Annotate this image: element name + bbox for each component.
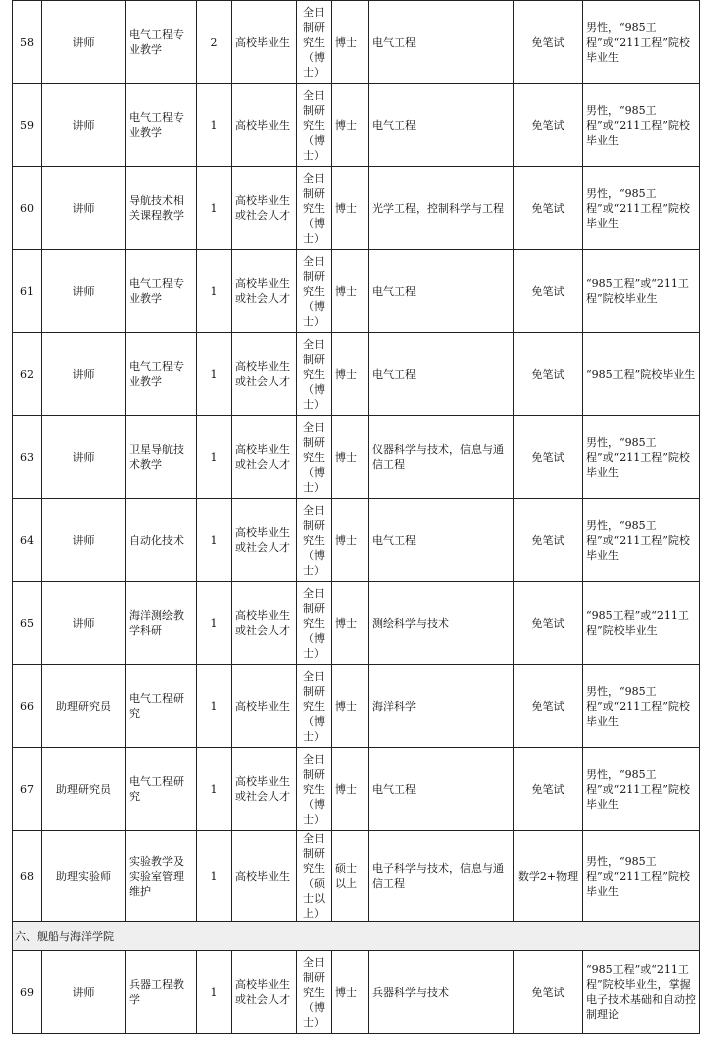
cell-no: 64 bbox=[13, 499, 42, 582]
cell-count: 1 bbox=[197, 499, 232, 582]
recruitment-table bbox=[12, 0, 700, 1034]
cell-no: 68 bbox=[13, 831, 42, 922]
table-row bbox=[13, 665, 700, 748]
cell-count: 1 bbox=[197, 416, 232, 499]
cell-title: 讲师 bbox=[42, 84, 126, 167]
cell-source: 高校毕业生 bbox=[232, 831, 297, 922]
cell-count: 1 bbox=[197, 582, 232, 665]
cell-no: 59 bbox=[13, 84, 42, 167]
table-body bbox=[13, 1, 700, 1034]
table-row bbox=[13, 84, 700, 167]
cell-degree: 博士 bbox=[332, 1, 369, 84]
cell-note: “985工程”或“211工程”院校毕业生 bbox=[583, 582, 700, 665]
cell-source: 高校毕业生或社会人才 bbox=[232, 499, 297, 582]
cell-note: 男性，“985工程”或“211工程”院校毕业生 bbox=[583, 1, 700, 84]
cell-duty: 海洋测绘教学科研 bbox=[126, 582, 197, 665]
cell-title: 讲师 bbox=[42, 1, 126, 84]
cell-exam: 免笔试 bbox=[514, 951, 583, 1034]
cell-count: 1 bbox=[197, 250, 232, 333]
cell-title: 讲师 bbox=[42, 167, 126, 250]
cell-exam: 免笔试 bbox=[514, 250, 583, 333]
cell-note: “985工程”院校毕业生 bbox=[583, 333, 700, 416]
cell-note: 男性，“985工程”或“211工程”院校毕业生 bbox=[583, 84, 700, 167]
cell-exam: 免笔试 bbox=[514, 748, 583, 831]
cell-exam: 免笔试 bbox=[514, 167, 583, 250]
cell-source: 高校毕业生或社会人才 bbox=[232, 582, 297, 665]
table-row bbox=[13, 250, 700, 333]
cell-degree: 博士 bbox=[332, 333, 369, 416]
cell-duty: 卫星导航技术教学 bbox=[126, 416, 197, 499]
cell-degree: 博士 bbox=[332, 416, 369, 499]
cell-duty: 电气工程专业教学 bbox=[126, 84, 197, 167]
cell-source: 高校毕业生或社会人才 bbox=[232, 416, 297, 499]
cell-degree: 博士 bbox=[332, 167, 369, 250]
cell-note: 男性，“985工程”或“211工程”院校毕业生 bbox=[583, 665, 700, 748]
section-label: 六、舰船与海洋学院 bbox=[13, 922, 700, 951]
cell-source: 高校毕业生或社会人才 bbox=[232, 333, 297, 416]
table-row bbox=[13, 499, 700, 582]
cell-source: 高校毕业生 bbox=[232, 84, 297, 167]
table-row bbox=[13, 582, 700, 665]
cell-duty: 导航技术相关课程教学 bbox=[126, 167, 197, 250]
cell-title: 助理研究员 bbox=[42, 748, 126, 831]
cell-duty: 电气工程专业教学 bbox=[126, 333, 197, 416]
cell-note: 男性，“985工程”或“211工程”院校毕业生 bbox=[583, 748, 700, 831]
cell-duty: 自动化技术 bbox=[126, 499, 197, 582]
cell-degree: 博士 bbox=[332, 582, 369, 665]
cell-title: 助理研究员 bbox=[42, 665, 126, 748]
cell-major: 电气工程 bbox=[369, 84, 514, 167]
cell-mode: 全日制研究生（博士） bbox=[297, 1, 332, 84]
cell-note: 男性，“985工程”或“211工程”院校毕业生 bbox=[583, 499, 700, 582]
table-row bbox=[13, 748, 700, 831]
cell-mode: 全日制研究生（博士） bbox=[297, 416, 332, 499]
cell-mode: 全日制研究生（博士） bbox=[297, 665, 332, 748]
cell-exam: 免笔试 bbox=[514, 665, 583, 748]
cell-count: 1 bbox=[197, 84, 232, 167]
cell-mode: 全日制研究生（博士） bbox=[297, 499, 332, 582]
cell-source: 高校毕业生 bbox=[232, 1, 297, 84]
cell-title: 讲师 bbox=[42, 333, 126, 416]
cell-exam: 免笔试 bbox=[514, 1, 583, 84]
cell-note: 男性，“985工程”或“211工程”院校毕业生 bbox=[583, 416, 700, 499]
cell-source: 高校毕业生或社会人才 bbox=[232, 748, 297, 831]
cell-mode: 全日制研究生（博士） bbox=[297, 582, 332, 665]
cell-degree: 硕士以上 bbox=[332, 831, 369, 922]
cell-title: 讲师 bbox=[42, 582, 126, 665]
table-row bbox=[13, 951, 700, 1034]
cell-degree: 博士 bbox=[332, 499, 369, 582]
cell-duty: 电气工程研究 bbox=[126, 665, 197, 748]
cell-count: 1 bbox=[197, 665, 232, 748]
cell-no: 65 bbox=[13, 582, 42, 665]
cell-exam: 免笔试 bbox=[514, 333, 583, 416]
cell-no: 61 bbox=[13, 250, 42, 333]
cell-title: 讲师 bbox=[42, 951, 126, 1034]
table-row bbox=[13, 831, 700, 922]
cell-major: 海洋科学 bbox=[369, 665, 514, 748]
cell-major: 电子科学与技术，信息与通信工程 bbox=[369, 831, 514, 922]
cell-title: 助理实验师 bbox=[42, 831, 126, 922]
cell-duty: 电气工程研究 bbox=[126, 748, 197, 831]
cell-note: “985工程”或“211工程”院校毕业生，掌握电子技术基础和自动控制理论 bbox=[583, 951, 700, 1034]
cell-mode: 全日制研究生（博士） bbox=[297, 333, 332, 416]
table-row bbox=[13, 167, 700, 250]
cell-title: 讲师 bbox=[42, 499, 126, 582]
cell-degree: 博士 bbox=[332, 951, 369, 1034]
section-header-row bbox=[13, 922, 700, 951]
cell-count: 1 bbox=[197, 333, 232, 416]
cell-count: 2 bbox=[197, 1, 232, 84]
cell-exam: 免笔试 bbox=[514, 582, 583, 665]
cell-note: 男性，“985工程”或“211工程”院校毕业生 bbox=[583, 831, 700, 922]
cell-major: 电气工程 bbox=[369, 250, 514, 333]
cell-mode: 全日制研究生（博士） bbox=[297, 250, 332, 333]
cell-count: 1 bbox=[197, 167, 232, 250]
cell-duty: 兵器工程教学 bbox=[126, 951, 197, 1034]
cell-source: 高校毕业生或社会人才 bbox=[232, 167, 297, 250]
cell-no: 67 bbox=[13, 748, 42, 831]
cell-no: 62 bbox=[13, 333, 42, 416]
cell-note: “985工程”或“211工程”院校毕业生 bbox=[583, 250, 700, 333]
cell-exam: 免笔试 bbox=[514, 416, 583, 499]
cell-exam: 免笔试 bbox=[514, 84, 583, 167]
cell-title: 讲师 bbox=[42, 250, 126, 333]
cell-mode: 全日制研究生（硕士以上） bbox=[297, 831, 332, 922]
cell-major: 电气工程 bbox=[369, 333, 514, 416]
cell-major: 仪器科学与技术，信息与通信工程 bbox=[369, 416, 514, 499]
cell-title: 讲师 bbox=[42, 416, 126, 499]
cell-major: 测绘科学与技术 bbox=[369, 582, 514, 665]
cell-no: 69 bbox=[13, 951, 42, 1034]
cell-note: 男性，“985工程”或“211工程”院校毕业生 bbox=[583, 167, 700, 250]
table-row bbox=[13, 1, 700, 84]
cell-major: 光学工程，控制科学与工程 bbox=[369, 167, 514, 250]
cell-duty: 电气工程专业教学 bbox=[126, 1, 197, 84]
cell-count: 1 bbox=[197, 831, 232, 922]
cell-no: 66 bbox=[13, 665, 42, 748]
cell-mode: 全日制研究生（博士） bbox=[297, 84, 332, 167]
cell-degree: 博士 bbox=[332, 665, 369, 748]
cell-mode: 全日制研究生（博士） bbox=[297, 748, 332, 831]
cell-major: 电气工程 bbox=[369, 748, 514, 831]
cell-no: 58 bbox=[13, 1, 42, 84]
cell-major: 电气工程 bbox=[369, 499, 514, 582]
cell-duty: 实验教学及实验室管理维护 bbox=[126, 831, 197, 922]
cell-degree: 博士 bbox=[332, 250, 369, 333]
cell-count: 1 bbox=[197, 951, 232, 1034]
cell-major: 兵器科学与技术 bbox=[369, 951, 514, 1034]
cell-mode: 全日制研究生（博士） bbox=[297, 167, 332, 250]
cell-major: 电气工程 bbox=[369, 1, 514, 84]
table-row bbox=[13, 416, 700, 499]
cell-source: 高校毕业生或社会人才 bbox=[232, 951, 297, 1034]
cell-source: 高校毕业生 bbox=[232, 665, 297, 748]
cell-degree: 博士 bbox=[332, 748, 369, 831]
table-row bbox=[13, 333, 700, 416]
cell-no: 60 bbox=[13, 167, 42, 250]
cell-source: 高校毕业生或社会人才 bbox=[232, 250, 297, 333]
cell-exam: 数学2+物理 bbox=[514, 831, 583, 922]
cell-count: 1 bbox=[197, 748, 232, 831]
cell-degree: 博士 bbox=[332, 84, 369, 167]
cell-mode: 全日制研究生（博士） bbox=[297, 951, 332, 1034]
cell-no: 63 bbox=[13, 416, 42, 499]
cell-exam: 免笔试 bbox=[514, 499, 583, 582]
cell-duty: 电气工程专业教学 bbox=[126, 250, 197, 333]
